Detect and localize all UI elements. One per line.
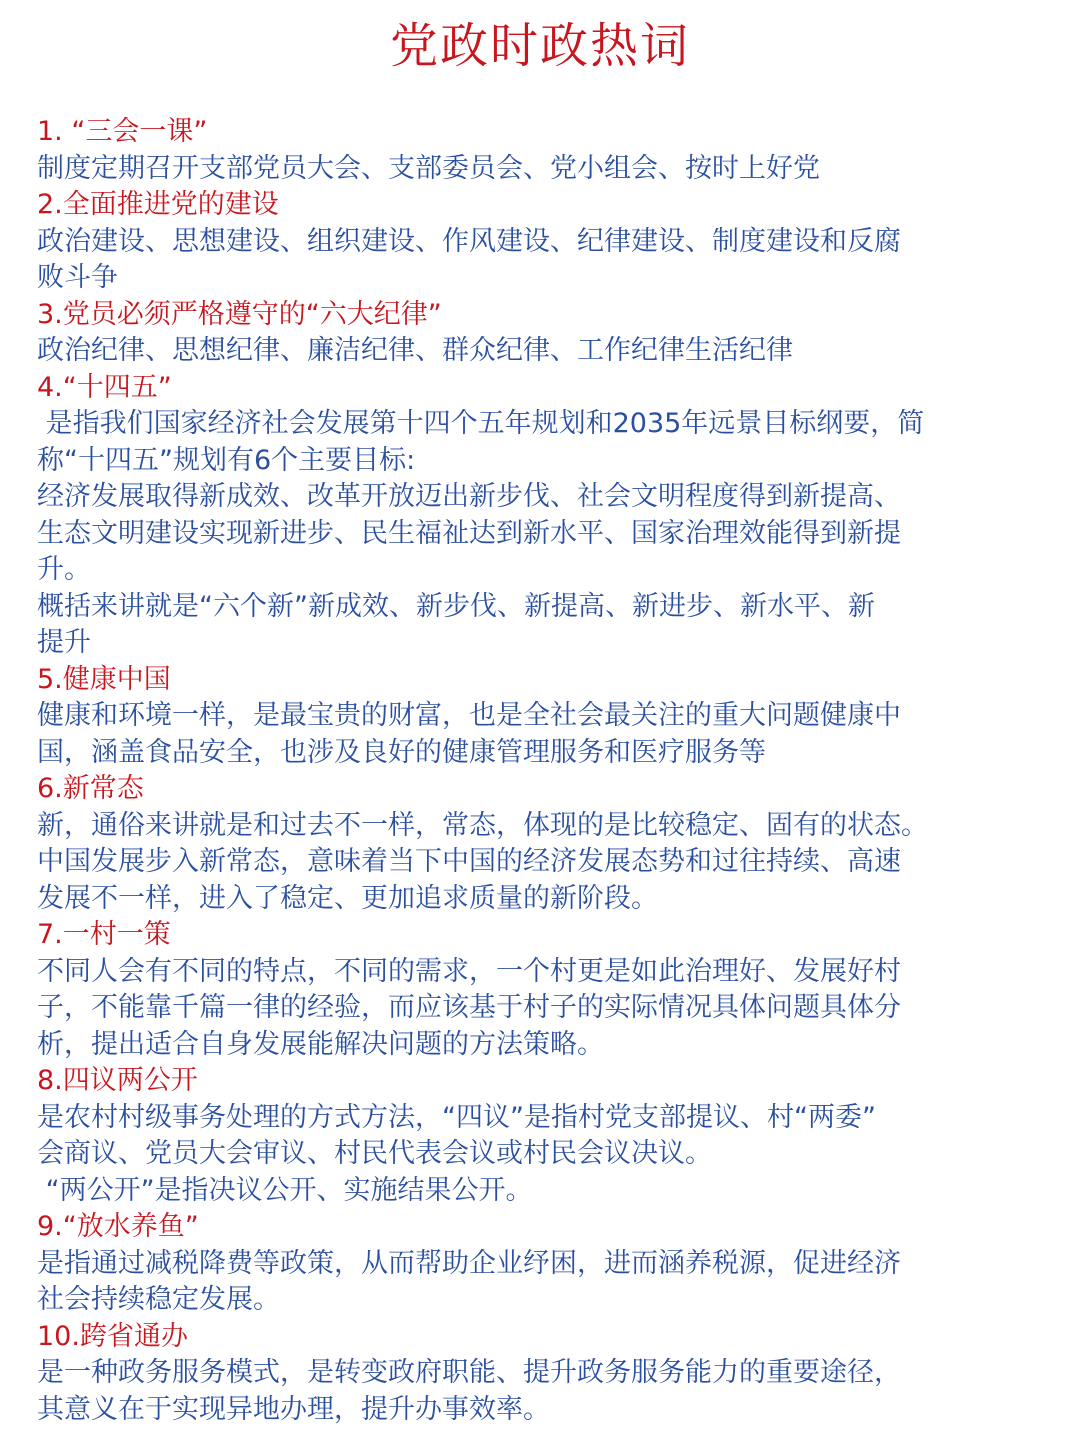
entry-text-line: 国，涵盖食品安全，也涉及良好的健康管理服务和医疗服务等 (37, 736, 766, 768)
entry-text-line: “两公开”是指决议公开、实施结果公开。 (37, 1174, 533, 1206)
hot-words-list (37, 114, 1037, 1428)
entry-text-line: 败斗争 (37, 262, 118, 293)
hot-word-entry (37, 187, 1037, 297)
entry-text-line: 制度定期召开支部党员大会、支部委员会、党小组会、按时上好党 (37, 152, 820, 184)
entry-heading: 4.“十四五” (37, 371, 172, 403)
page-title: 党政时政热词 (389, 18, 690, 74)
entry-text-line: 提升 (37, 627, 91, 658)
hot-word-entry (37, 114, 1037, 187)
entry-text-line: 其意义在于实现异地办理，提升办事效率。 (37, 1393, 550, 1425)
entry-text-line: 是指我们国家经济社会发展第十四个五年规划和2035年远景目标纲要，简 (37, 408, 925, 439)
entry-text-line: 子，不能靠千篇一律的经验，而应该基于村子的实际情况具体问题具体分 (37, 992, 901, 1023)
entry-text-line: 是一种政务服务模式，是转变政府职能、提升政务服务能力的重要途径， (37, 1357, 901, 1388)
entry-text-line: 新，通俗来讲就是和过去不一样，常态，体现的是比较稳定、固有的状态。 (37, 809, 928, 841)
hot-word-entry (37, 662, 1037, 772)
entry-text-line: 析，提出适合自身发展能解决问题的方法策略。 (37, 1028, 604, 1060)
entry-text-line: 概括来讲就是“六个新”新成效、新步伐、新提高、新进步、新水平、新 (37, 590, 875, 622)
entry-text-line: 是农村村级事务处理的方式方法，“四议”是指村党支部提议、村“两委” (37, 1101, 876, 1133)
entry-text-line: 称“十四五”规划有6个主要目标: (37, 444, 416, 476)
entry-heading: 7.一村一策 (37, 919, 171, 950)
entry-text-line: 不同人会有不同的特点，不同的需求，一个村更是如此治理好、发展好村 (37, 955, 901, 987)
entry-text-line: 政治建设、思想建设、组织建设、作风建设、纪律建设、制度建设和反腐 (37, 225, 901, 257)
hot-word-entry (37, 917, 1037, 1063)
entry-text-line: 发展不一样，进入了稳定、更加追求质量的新阶段。 (37, 882, 658, 914)
entry-text-line: 中国发展步入新常态，意味着当下中国的经济发展态势和过往持续、高速 (37, 846, 901, 877)
hot-word-entry (37, 1209, 1037, 1319)
entry-text-line: 是指通过减税降费等政策，从而帮助企业纾困，进而涵养税源，促进经济 (37, 1247, 901, 1279)
entry-heading: 1. “三会一课” (37, 116, 208, 147)
entry-heading: 10.跨省通办 (37, 1320, 188, 1352)
entry-heading: 3.党员必须严格遵守的“六大纪律” (37, 298, 442, 330)
entry-heading: 6.新常态 (37, 773, 144, 804)
entry-text-line: 政治纪律、思想纪律、廉洁纪律、群众纪律、工作纪律生活纪律 (37, 335, 793, 366)
entry-text-line: 社会持续稳定发展。 (37, 1284, 280, 1315)
entry-heading: 8.四议两公开 (37, 1065, 198, 1096)
hot-word-entry (37, 771, 1037, 917)
entry-heading: 5.健康中国 (37, 663, 171, 695)
entry-text-line: 经济发展取得新成效、改革开放迈出新步伐、社会文明程度得到新提高、 (37, 481, 901, 512)
entry-text-line: 会商议、党员大会审议、村民代表会议或村民会议决议。 (37, 1138, 712, 1169)
hot-word-entry (37, 1063, 1037, 1209)
hot-word-entry (37, 297, 1037, 370)
entry-heading: 9.“放水养鱼” (37, 1211, 199, 1242)
hot-word-entry (37, 1319, 1037, 1429)
entry-heading: 2.全面推进党的建设 (37, 189, 279, 220)
hot-word-entry (37, 370, 1037, 662)
entry-text-line: 生态文明建设实现新进步、民生福祉达到新水平、国家治理效能得到新提 (37, 517, 901, 549)
entry-text-line: 升。 (37, 554, 91, 585)
entry-text-line: 健康和环境一样，是最宝贵的财富，也是全社会最关注的重大问题健康中 (37, 700, 901, 731)
